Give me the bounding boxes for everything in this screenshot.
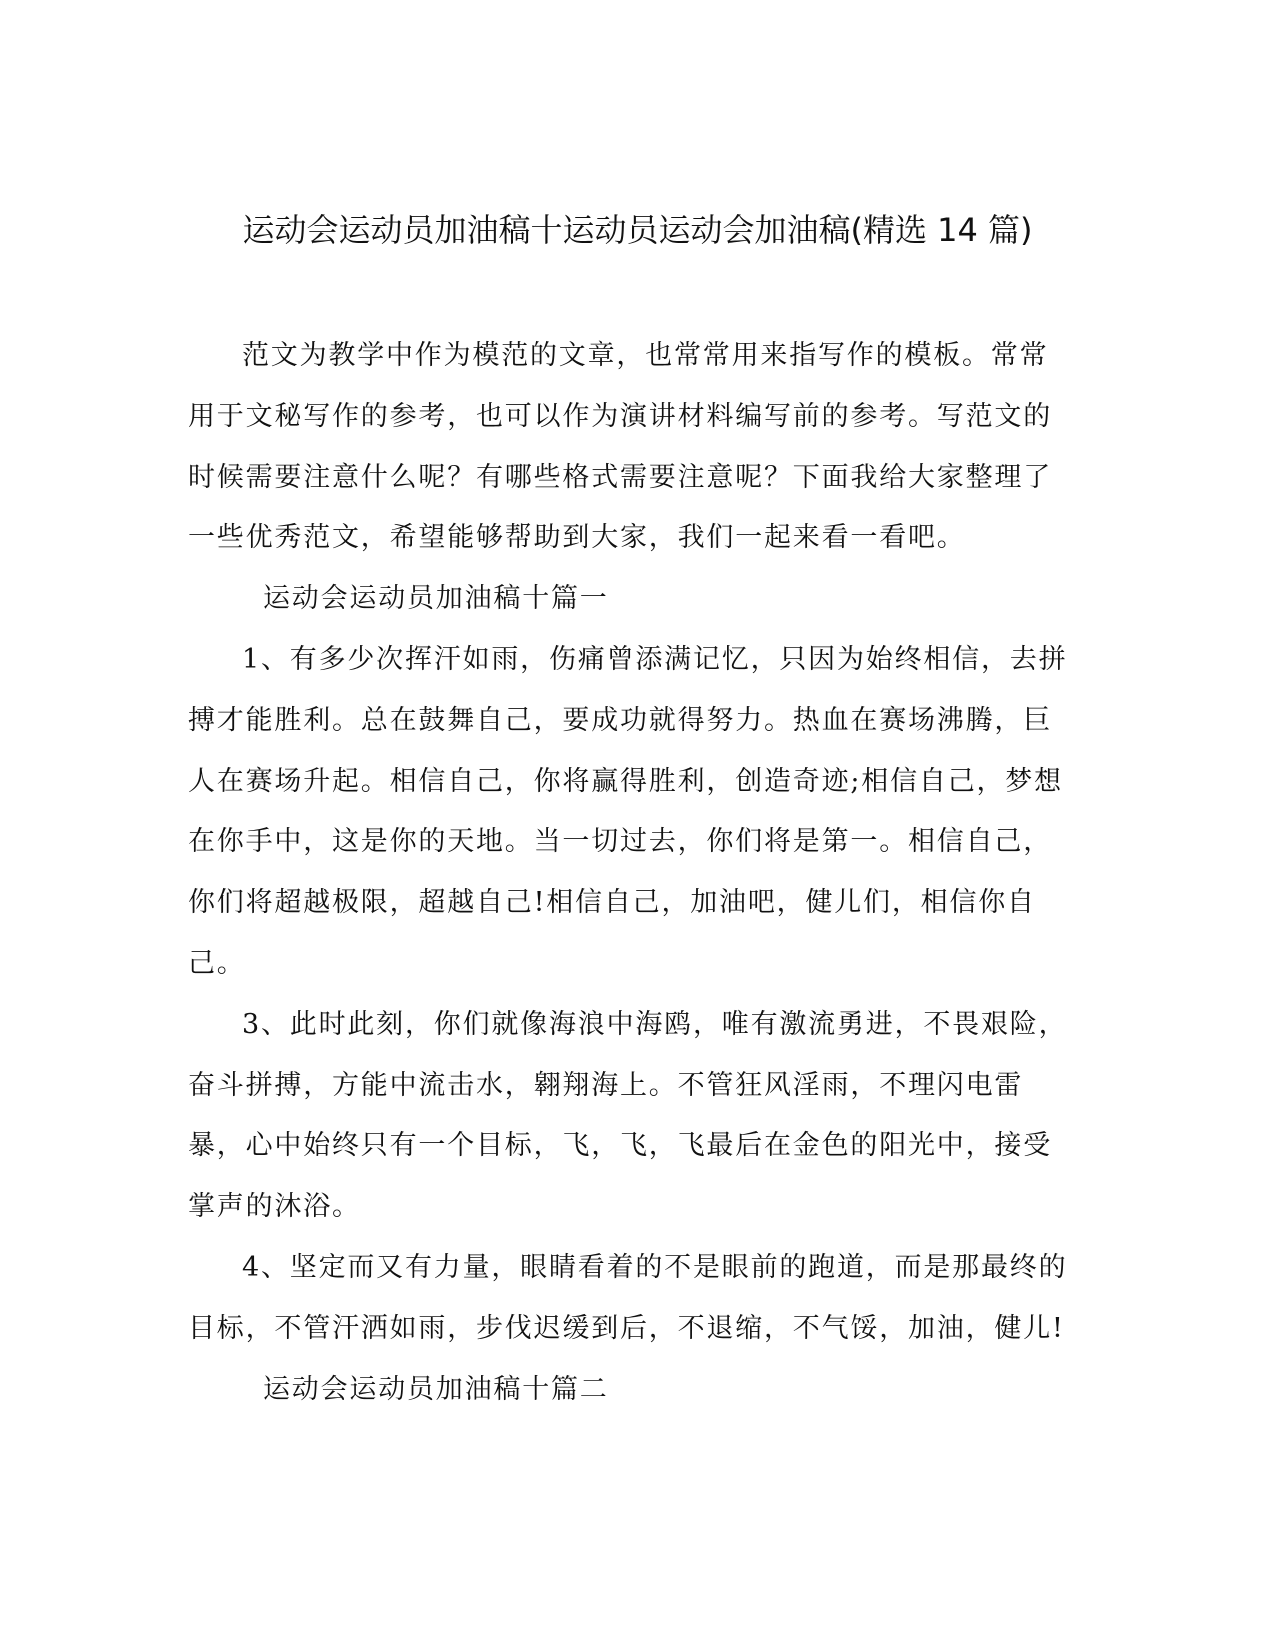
intro-paragraph: 范文为教学中作为模范的文章，也常常用来指写作的模板。常常用于文秘写作的参考，也可以作为演讲材料编写前的参考。写范文的时候需要注意什么呢？有哪些格式需要注意呢？下面我给大家整理了一些优秀范文，希望能够帮助到大家，我们一起来看一看吧。 <box>188 340 1052 554</box>
item-1-paragraph: 1、有多少次挥汗如雨，伤痛曾添满记忆，只因为始终相信，去拼搏才能胜利。总在鼓舞自己，要成功就得努力。热血在赛场沸腾，巨人在赛场升起。相信自己，你将赢得胜利，创造奇迹;相信自己，梦想在你手中，这是你的天地。当一切过去，你们将是第一。相信自己，你们将超越极限，超越自己!相信自己，加油吧，健儿们，相信你自己。 <box>188 643 1068 979</box>
document-body <box>188 326 1068 1420</box>
item-3-paragraph: 3、此时此刻，你们就像海浪中海鸥，唯有激流勇进，不畏艰险，奋斗拼搏，方能中流击水，翱翔海上。不管狂风淫雨，不理闪电雷暴，心中始终只有一个目标，飞，飞，飞最后在金色的阳光中，接受掌声的沐浴。 <box>188 1008 1068 1223</box>
section-heading-2: 运动会运动员加油稿十篇二 <box>263 1373 609 1405</box>
section-heading-1: 运动会运动员加油稿十篇一 <box>263 583 609 615</box>
item-4-paragraph: 4、坚定而又有力量，眼睛看着的不是眼前的跑道，而是那最终的目标，不管汗洒如雨，步伐迟缓到后，不退缩，不气馁，加油，健儿! <box>188 1251 1068 1344</box>
document-title: 运动会运动员加油稿十运动员运动会加油稿(精选 14 篇) <box>242 211 1033 249</box>
